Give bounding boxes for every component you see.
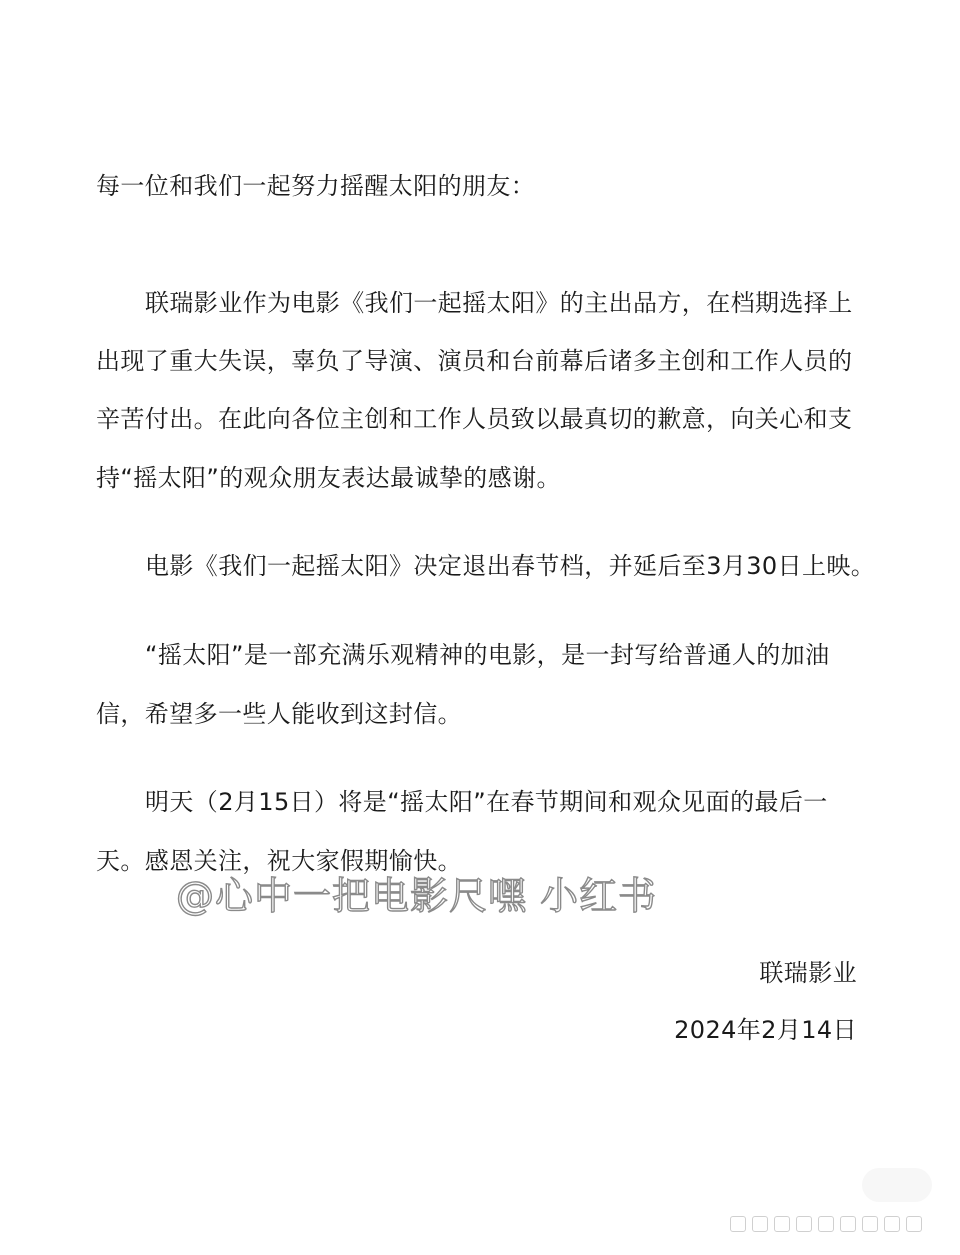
- watermark-mark: [774, 1216, 790, 1232]
- watermark-mark: [752, 1216, 768, 1232]
- paragraph-1-line-1: 联瑞影业作为电影《我们一起摇太阳》的主出品方，在档期选择上: [145, 289, 853, 317]
- watermark-mark: [818, 1216, 834, 1232]
- bottom-watermark-marks: [730, 1216, 922, 1232]
- paragraph-3-line-2: 信，希望多一些人能收到这封信。: [96, 700, 462, 728]
- paragraph-1-line-4: 持“摇太阳”的观众朋友表达最诚挚的感谢。: [96, 464, 561, 492]
- letter-date: 2024年2月14日: [674, 1016, 857, 1044]
- paragraph-1-line-3: 辛苦付出。在此向各位主创和工作人员致以最真切的歉意，向关心和支: [96, 405, 853, 433]
- paragraph-4-line-2: 天。感恩关注，祝大家假期愉快。: [96, 847, 462, 875]
- watermark-mark: [884, 1216, 900, 1232]
- salutation: 每一位和我们一起努力摇醒太阳的朋友：: [96, 172, 536, 200]
- watermark-mark: [796, 1216, 812, 1232]
- watermark-text: @心中一把电影尺嘿 小红书: [176, 874, 658, 918]
- watermark-mark: [862, 1216, 878, 1232]
- paragraph-2-line-1: 电影《我们一起摇太阳》决定退出春节档，并延后至3月30日上映。: [145, 552, 876, 580]
- watermark-mark: [906, 1216, 922, 1232]
- corner-watermark-shape: [862, 1168, 932, 1202]
- paragraph-3-line-1: “摇太阳”是一部充满乐观精神的电影，是一封写给普通人的加油: [145, 641, 830, 669]
- paragraph-1-line-2: 出现了重大失误，辜负了导演、演员和台前幕后诸多主创和工作人员的: [96, 347, 853, 375]
- watermark-mark: [730, 1216, 746, 1232]
- watermark-mark: [840, 1216, 856, 1232]
- signature: 联瑞影业: [759, 959, 857, 987]
- paragraph-4-line-1: 明天（2月15日）将是“摇太阳”在春节期间和观众见面的最后一: [145, 788, 828, 816]
